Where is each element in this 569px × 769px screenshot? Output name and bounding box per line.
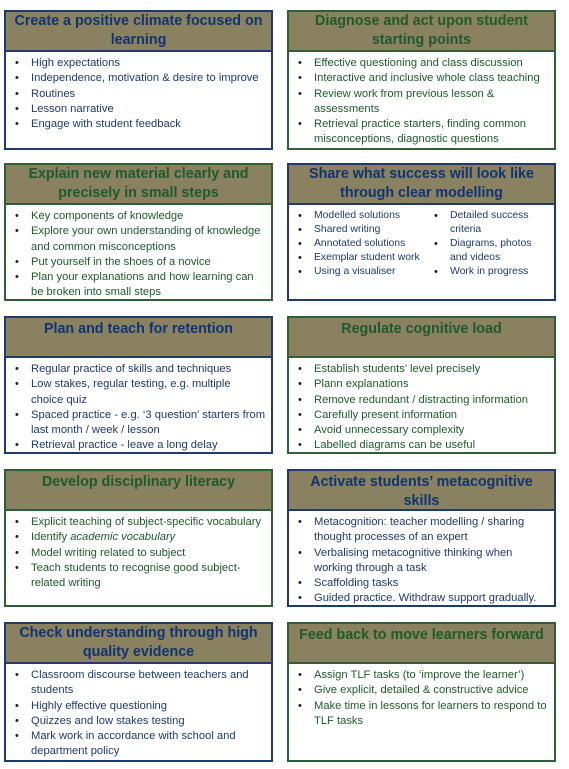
list-item: • Detailed success criteria xyxy=(433,209,548,237)
card-plan-retention xyxy=(4,316,273,454)
list-item: • Highly effective questioning xyxy=(14,699,265,714)
list-item: • Spaced practice - e.g. ‘3 question’ starters from last month / week / lesson xyxy=(14,408,265,439)
list-item: • High expectations xyxy=(14,56,265,71)
list-item: • Explore your own understanding of knowledge and common misconceptions xyxy=(14,224,265,255)
card-disciplinary-literacy xyxy=(4,469,273,607)
card-title: Activate students’ metacognitive skills xyxy=(289,471,554,511)
card-cognitive-load xyxy=(287,316,556,454)
list-item: • Establish students’ level precisely xyxy=(297,362,548,377)
list-item: • Exemplar student work xyxy=(297,251,433,265)
list-item: • Review work from previous lesson & assessments xyxy=(297,87,548,118)
list-item: • Work in progress xyxy=(433,265,548,279)
list-item: • Quizzes and low stakes testing xyxy=(14,714,265,729)
list-item: • Remove redundant / distracting information xyxy=(297,393,548,408)
card-feed-back xyxy=(287,622,556,762)
list-item: • Scaffolding tasks xyxy=(297,576,548,591)
list-item: • Make time in lessons for learners to respond to TLF tasks xyxy=(297,699,548,730)
list-item-text: Identify xyxy=(31,531,68,544)
list-item: • Key components of knowledge xyxy=(14,209,265,224)
list-item: • Plann explanations xyxy=(297,377,548,392)
list-item: • Model writing related to subject xyxy=(14,546,265,561)
list-item: • Metacognition: teacher modelling / sharing thought processes of an expert xyxy=(297,515,548,546)
list-item: • Using a visualiser xyxy=(297,265,433,279)
card-title: Develop disciplinary literacy xyxy=(6,471,271,511)
card-title: Share what success will look like through clear modelling xyxy=(289,165,554,205)
list-item: • Lesson narrative xyxy=(14,102,265,117)
list-item: • Regular practice of skills and techniques xyxy=(14,362,265,377)
list-item: • Effective questioning and class discussion xyxy=(297,56,548,71)
list-item: • Put yourself in the shoes of a novice xyxy=(14,255,265,270)
list-item: • Labelled diagrams can be useful xyxy=(297,438,548,453)
card-title: Diagnose and act upon student starting points xyxy=(289,12,554,52)
list-item: • Routines xyxy=(14,87,265,102)
list-item: • Verbalising metacognitive thinking when working through a task xyxy=(297,546,548,577)
card-explain-material xyxy=(4,163,273,301)
list-item: • Diagrams, photos and videos xyxy=(433,237,548,265)
list-item: • Assign TLF tasks (to ‘improve the learner’) xyxy=(297,668,548,683)
card-diagnose-starting-points xyxy=(287,10,556,150)
list-item: • Retrieval practice - leave a long delay xyxy=(14,438,265,453)
list-item: • Low stakes, regular testing, e.g. multiple choice quiz xyxy=(14,377,265,408)
card-share-success xyxy=(287,163,556,301)
list-item: • Shared writing xyxy=(297,223,433,237)
card-title: Check understanding through high quality evidence xyxy=(6,624,271,664)
card-positive-climate xyxy=(4,10,273,150)
list-item: • Guided practice. Withdraw support gradually. xyxy=(297,591,548,606)
card-title: Plan and teach for retention xyxy=(6,318,271,358)
card-check-understanding xyxy=(4,622,273,762)
list-item: • Retrieval practice starters, finding common misconceptions, diagnostic questions xyxy=(297,117,548,148)
list-item xyxy=(14,530,265,545)
list-item: • Interactive and inclusive whole class teaching xyxy=(297,71,548,86)
list-item: • Engage with student feedback xyxy=(14,117,265,132)
card-metacognitive-skills xyxy=(287,469,556,607)
list-item: • Annotated solutions xyxy=(297,237,433,251)
list-item: • Carefully present information xyxy=(297,408,548,423)
list-item: • Explicit teaching of subject-specific vocabulary xyxy=(14,515,265,530)
card-title: Regulate cognitive load xyxy=(289,318,554,358)
academic-vocabulary-emphasis: academic vocabulary xyxy=(70,531,176,544)
list-item: • Avoid unnecessary complexity xyxy=(297,423,548,438)
list-item: • Modelled solutions xyxy=(297,209,433,223)
card-title: Explain new material clearly and precisely in small steps xyxy=(6,165,271,205)
list-item: • Plan your explanations and how learning can be broken into small steps xyxy=(14,270,265,301)
list-item: • Mark work in accordance with school and department policy xyxy=(14,729,265,760)
list-item: • Teach students to recognise good subject-related writing xyxy=(14,561,265,592)
card-title: Feed back to move learners forward xyxy=(289,624,554,664)
list-item: • Classroom discourse between teachers and students xyxy=(14,668,265,699)
list-item: • Give explicit, detailed & constructive advice xyxy=(297,683,548,698)
card-title: Create a positive climate focused on learning xyxy=(6,12,271,52)
list-item: • Independence, motivation & desire to improve xyxy=(14,71,265,86)
